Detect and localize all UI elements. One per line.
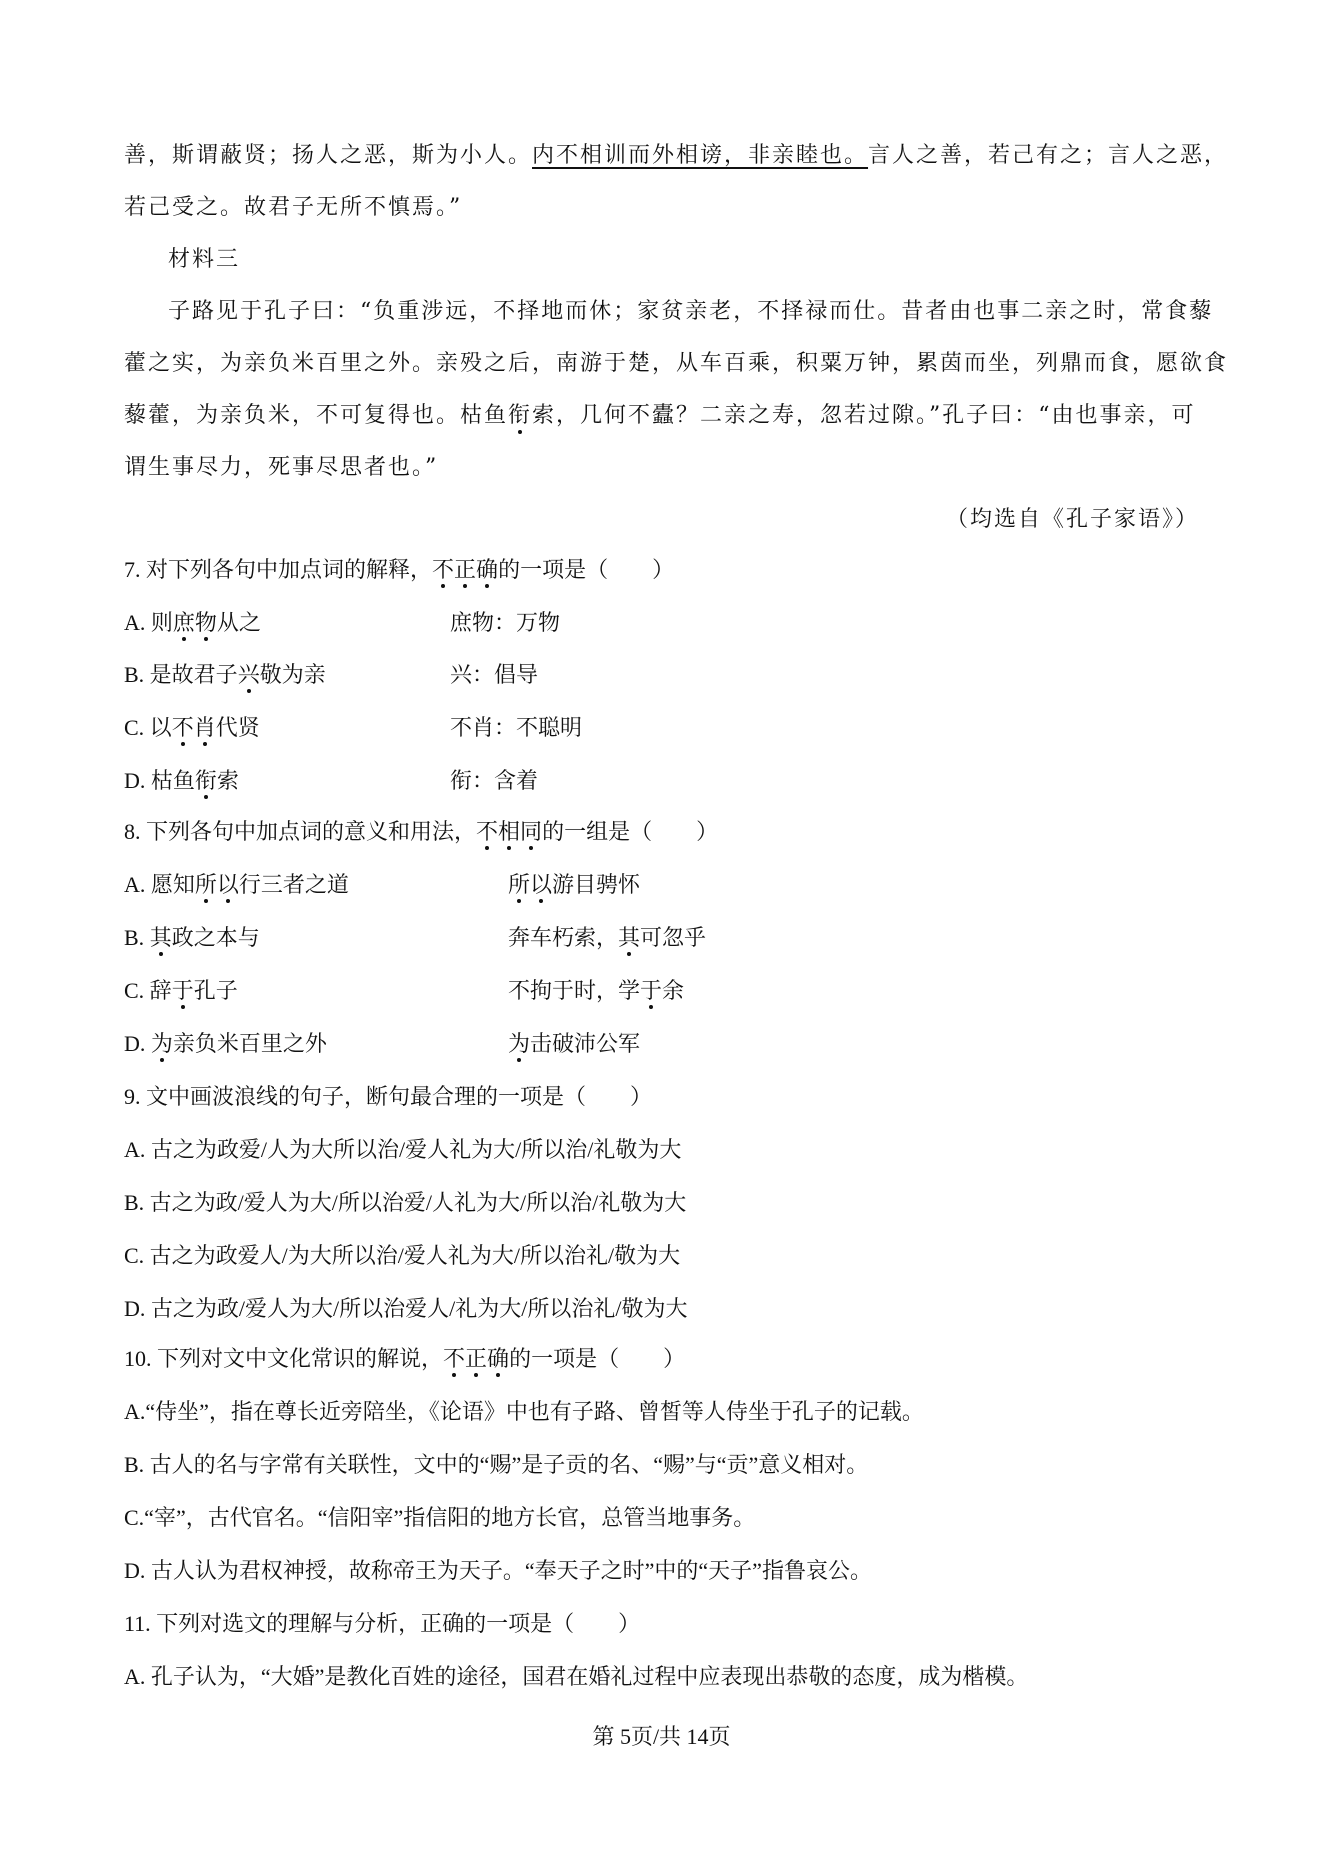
dotted-word: 衔	[508, 403, 533, 428]
q10-option-d[interactable]: D. 古人认为君权神授，故称帝王为天子。“奉天子之时”中的“天子”指鲁哀公。	[124, 1558, 872, 1583]
passage-line: 若己受之。故君子无所不慎焉。”	[124, 195, 463, 220]
q8-option-a[interactable]: A. 愿知所以行三者之道	[124, 872, 349, 897]
question-8-stem: 8. 下列各句中加点词的意义和用法，不相同的一组是（ ）	[124, 819, 719, 844]
emphasis-dotted: 不相同	[476, 819, 543, 844]
passage-line: 子路见于孔子曰：“负重涉远，不择地而休；家贫亲老，不择禄而仕。昔者由也事二亲之时，常食藜	[168, 299, 1214, 324]
question-10-stem: 10. 下列对文中文化常识的解说，不正确的一项是（ ）	[124, 1346, 686, 1371]
underlined-sentence: 内不相训而外相谤，非亲睦也。	[532, 143, 869, 168]
page-number: 第 5页/共 14页	[592, 1724, 731, 1749]
q8-compare-c: 不拘于时，学于余	[508, 978, 685, 1003]
q8-option-c[interactable]: C. 辞于孔子	[124, 978, 238, 1003]
q8-compare-d: 为击破沛公军	[508, 1031, 641, 1056]
q8-option-b[interactable]: B. 其政之本与	[124, 925, 260, 950]
question-9-stem: 9. 文中画波浪线的句子，断句最合理的一项是（ ）	[124, 1084, 653, 1109]
q7-option-d[interactable]: D. 枯鱼衔索	[124, 768, 239, 793]
source-citation: （均选自《孔子家语》）	[945, 507, 1199, 532]
q9-option-a[interactable]: A. 古之为政爱/人为大所以治/爱人礼为大/所以治/礼敬为大	[124, 1137, 682, 1162]
q8-compare-a: 所以游目骋怀	[508, 872, 641, 897]
q10-option-b[interactable]: B. 古人的名与字常有关联性，文中的“赐”是子贡的名、“赐”与“贡”意义相对。	[124, 1452, 869, 1477]
q10-option-a[interactable]: A.“侍坐”，指在尊长近旁陪坐，《论语》中也有子路、曾皙等人侍坐于孔子的记载。	[124, 1399, 924, 1424]
passage-line: 藜藿，为亲负米，不可复得也。枯鱼衔索，几何不蠹？二亲之寿，忽若过隙。”孔子曰：“由也事亲，可	[124, 403, 1196, 428]
material-heading: 材料三	[168, 247, 241, 272]
q7-option-b[interactable]: B. 是故君子兴敬为亲	[124, 662, 326, 687]
q7-explain-b: 兴：倡导	[450, 662, 539, 687]
q7-explain-d: 衔：含着	[450, 768, 539, 793]
q8-option-d[interactable]: D. 为亲负米百里之外	[124, 1031, 327, 1056]
q9-option-c[interactable]: C. 古之为政爱人/为大所以治/爱人礼为大/所以治礼/敬为大	[124, 1243, 681, 1268]
q11-option-a[interactable]: A. 孔子认为，“大婚”是教化百姓的途径，国君在婚礼过程中应表现出恭敬的态度，成为楷模。	[124, 1664, 1029, 1689]
q7-explain-c: 不肖：不聪明	[450, 715, 583, 740]
q9-option-b[interactable]: B. 古之为政/爱人为大/所以治爱/人礼为大/所以治/礼敬为大	[124, 1190, 687, 1215]
emphasis-dotted: 不正确	[443, 1346, 510, 1371]
q7-option-a[interactable]: A. 则庶物从之	[124, 610, 261, 635]
question-11-stem: 11. 下列对选文的理解与分析，正确的一项是（ ）	[124, 1611, 641, 1636]
q7-explain-a: 庶物：万物	[450, 610, 561, 635]
q8-compare-b: 奔车朽索，其可忽乎	[508, 925, 707, 950]
passage-line: 善，斯谓蔽贤；扬人之恶，斯为小人。内不相训而外相谤，非亲睦也。言人之善，若己有之；言人之恶，	[124, 143, 1229, 168]
question-7-stem: 7. 对下列各句中加点词的解释，不正确的一项是（ ）	[124, 557, 675, 582]
passage-line: 藿之实，为亲负米百里之外。亲殁之后，南游于楚，从车百乘，积粟万钟，累茵而坐，列鼎而食，愿欲食	[124, 351, 1229, 376]
q10-option-c[interactable]: C.“宰”，古代官名。“信阳宰”指信阳的地方长官，总管当地事务。	[124, 1505, 756, 1530]
passage-line: 谓生事尽力，死事尽思者也。”	[124, 455, 439, 480]
emphasis-dotted: 不正确	[432, 557, 499, 582]
q7-option-c[interactable]: C. 以不肖代贤	[124, 715, 260, 740]
q9-option-d[interactable]: D. 古之为政/爱人为大/所以治爱人/礼为大/所以治礼/敬为大	[124, 1296, 688, 1321]
